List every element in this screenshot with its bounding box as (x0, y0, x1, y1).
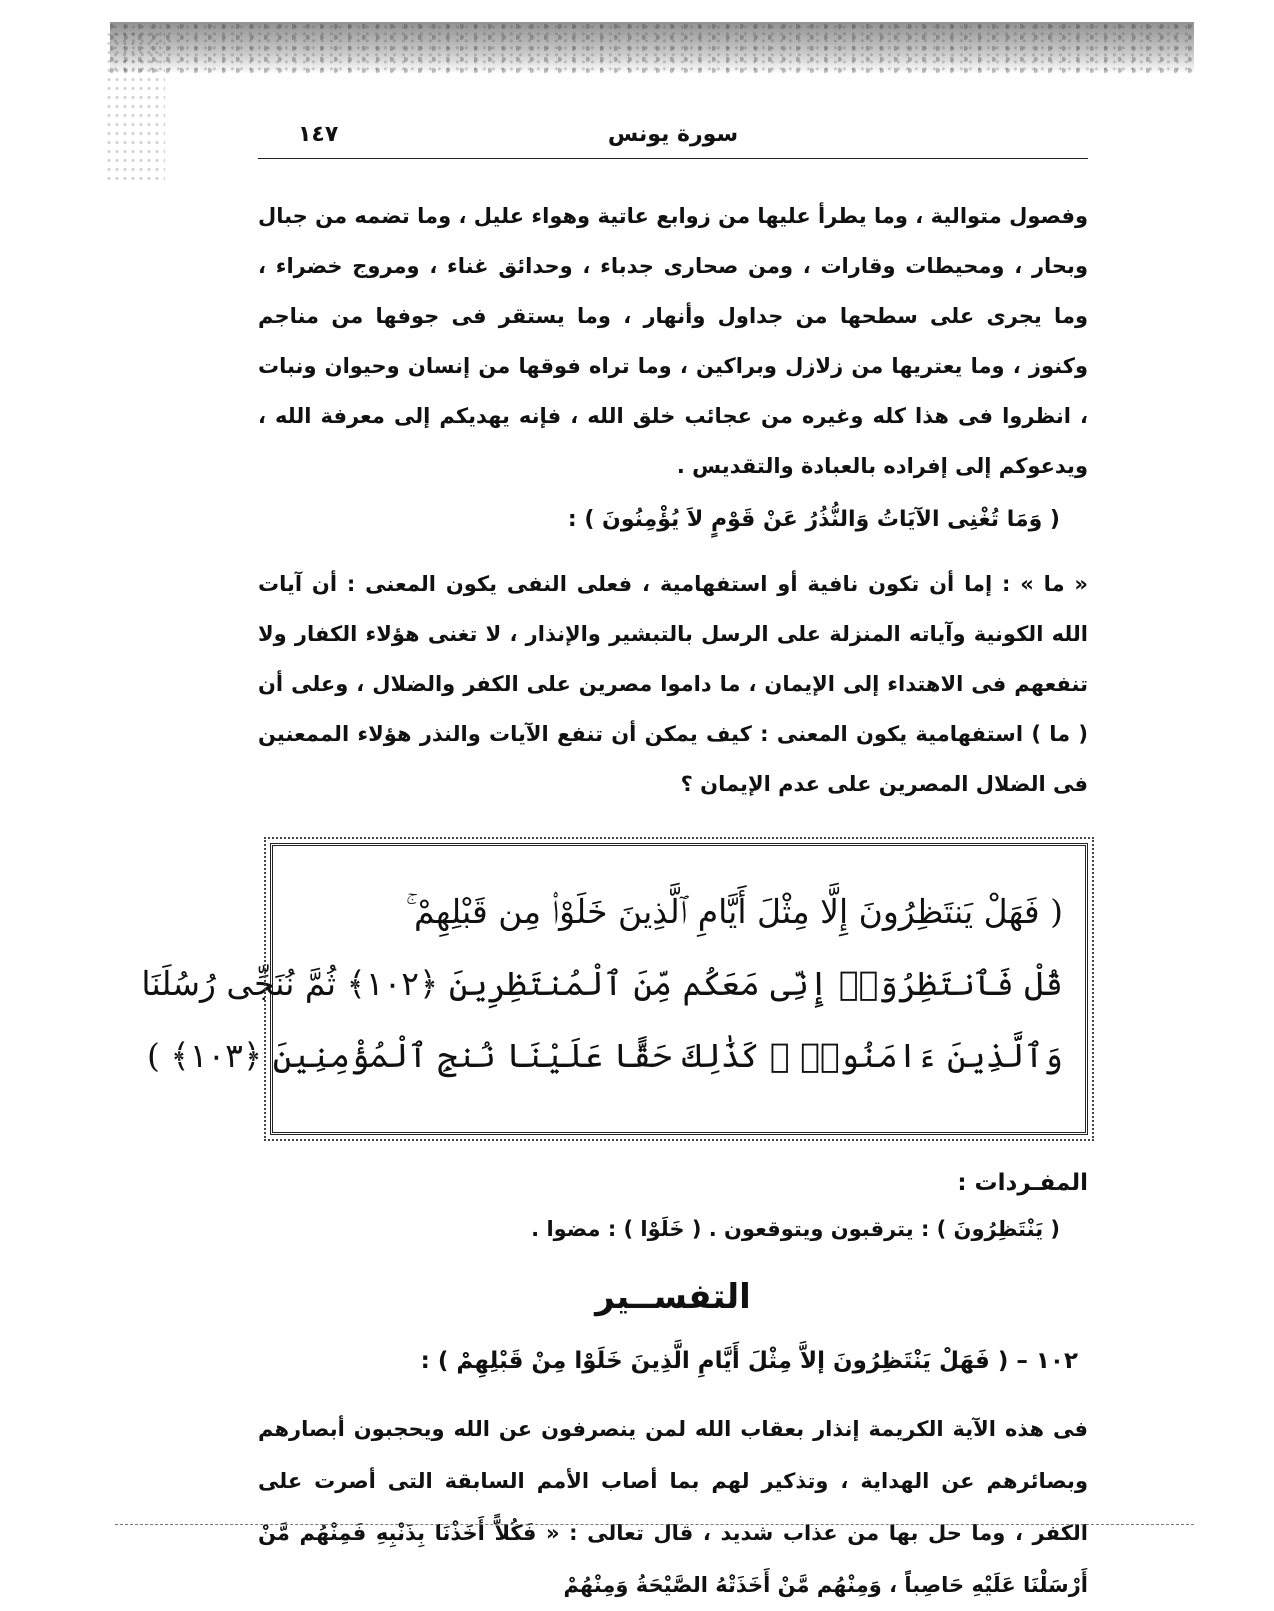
verse-box-line-3: وَٱلَّذِينَ ءَامَنُوا۟ ۚ كَذَٰلِكَ حَقًّا عَلَيْنَا نُنجِ ٱلْمُؤْمِنِينَ ﴿١٠٣﴾ ) (147, 1036, 1063, 1075)
tafsir-paragraph: فى هذه الآية الكريمة إنذار بعقاب الله لمن ينصرفون عن الله ويحجبون أبصارهم وبصائرهم عن الهداية ، وتذكير لهم بما أصاب الأمم السابقة التى أصرت على الكفر ، وما حل بها من عذاب شديد ، قال تعالى : « فَكُلاًّ أَخَذْنَا بِذَنْبِهِ فَمِنْهُم مَّنْ أَرْسَلْنَا عَلَيْهِ حَاصِباً ، وَمِنْهُم مَّنْ أَخَذَتْهُ الصَّيْحَةُ وَمِنْهُمْ (258, 1417, 1088, 1597)
verse-box-line-1: ( فَهَلْ يَنتَظِرُونَ إِلَّا مِثْلَ أَيَّامِ ٱلَّذِينَ خَلَوْا۟ مِن قَبْلِهِمْ ۚ (405, 892, 1063, 931)
scan-noise-top (110, 22, 1194, 74)
running-title: سورة يونس (607, 122, 739, 147)
quran-verse-box (141, 843, 1088, 1135)
vocabulary-line: ( يَنْتَظِرُونَ ) : يترقبون ويتوقعون . ( خَلَوْا ) : مضوا . (531, 1217, 1060, 1241)
scan-noise-left (105, 30, 165, 180)
running-head (258, 118, 1088, 159)
book-page (141, 118, 1088, 1611)
paragraph-ma-explanation: « ما » : إما أن تكون نافية أو استفهامية ، فعلى النفى يكون المعنى : أن آيات الله الكونية وآياته المنزلة على الرسل بالتبشير والإنذار ، لا تغنى هؤلاء الكفار ولا تنفعهم فى الاهتداء إلى الإيمان ، ما داموا مصرين على الكفر والضلال ، وعلى أن ( ما ) استفهامية يكون المعنى : كيف يمكن أن تنفع الآيات والنذر هؤلاء الممعنين فى الضلال المصرين على عدم الإيمان ؟ (258, 572, 1088, 796)
page-number: ١٤٧ (298, 122, 339, 147)
tafsir-heading: التفســير (595, 1277, 751, 1317)
bottom-rule (115, 1524, 1194, 1525)
verse-quote: ( وَمَا تُغْنِى الآيَاتُ وَالنُّذُرُ عَنْ قَوْمٍ لاَ يُؤْمِنُونَ ) : (567, 507, 1060, 532)
tafsir-verse-ref: ١٠٢ – ( فَهَلْ يَنْتَظِرُونَ إلاَّ مِثْلَ أَيَّامِ الَّذِينَ خَلَوْا مِنْ قَبْلِهِمْ ) : (420, 1348, 1078, 1374)
verse-box-line-2: قُلْ فَٱنتَظِرُوٓا۟ إِنِّى مَعَكُم مِّنَ ٱلْمُنتَظِرِينَ ﴿١٠٢﴾ ثُمَّ نُنَجِّى رُسُلَنَا (141, 964, 1063, 1003)
vocabulary-heading: المفـردات : (957, 1170, 1088, 1196)
paragraph-creation-signs: وفصول متوالية ، وما يطرأ عليها من زوابع عاتية وهواء عليل ، وما تضمه من جبال وبحار ، ومحيطات وقارات ، ومن صحارى جدباء ، وحدائق غناء ، ومروج خضراء ، وما يجرى على سطحها من جداول وأنهار ، وما يستقر فى جوفها من مناجم وكنوز ، وما يعتريها من زلازل وبراكين ، وما تراه فوقها من إنسان وحيوان ونبات ، انظروا فى هذا كله وغيره من عجائب خلق الله ، فإنه يهديكم إلى معرفة الله ، ويدعوكم إلى إفراده بالعبادة والتقديس . (258, 204, 1088, 478)
